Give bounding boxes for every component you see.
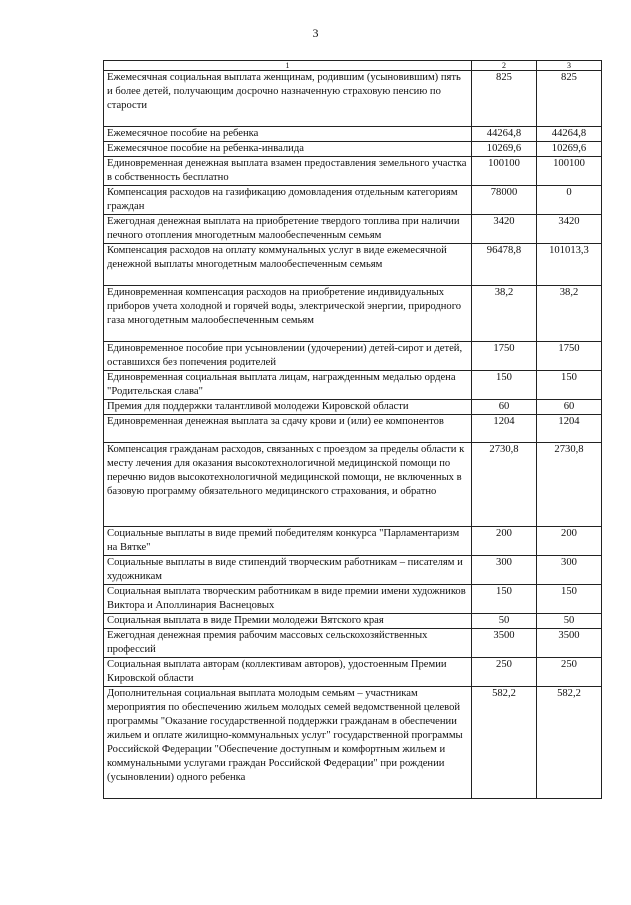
row-name: Компенсация расходов на оплату коммунальных услуг в виде ежемесячной денежной выплаты многодетным малообеспеченным семьям [104, 244, 472, 286]
row-value-col3: 10269,6 [537, 142, 602, 157]
table-row [104, 157, 602, 186]
row-name: Единовременное пособие при усыновлении (удочерении) детей-сирот и детей, оставшихся без попечения родителей [104, 342, 472, 371]
row-value-col2: 250 [472, 658, 537, 687]
table-row [104, 687, 602, 799]
row-name: Ежемесячная социальная выплата женщинам, родившим (усыновившим) пять и более детей, получающим досрочно назначенную страховую пенсию по старости [104, 71, 472, 127]
row-value-col2: 2730,8 [472, 443, 537, 527]
row-value-col2: 1750 [472, 342, 537, 371]
row-value-col3: 3500 [537, 629, 602, 658]
table-row [104, 142, 602, 157]
page-number: 3 [312, 26, 319, 40]
table-row [104, 629, 602, 658]
row-name: Социальная выплата авторам (коллективам авторов), удостоенным Премии Кировской области [104, 658, 472, 687]
row-name: Дополнительная социальная выплата молодым семьям – участникам мероприятия по обеспечению жильем молодых семей ведомственной целевой программы "Оказание государственной поддержки гражданам в обеспечении жильем и оплате жилищно-коммунальных услуг" государственной программы Российской Федерации "Обеспечение доступным и комфортным жильем и коммунальными услугами граждан Российской Федерации" при рождении (усыновлении) одного ребенка [104, 687, 472, 799]
row-value-col3: 2730,8 [537, 443, 602, 527]
row-value-col2: 3420 [472, 215, 537, 244]
budget-table [103, 60, 602, 799]
row-value-col3: 150 [537, 371, 602, 400]
row-value-col3: 101013,3 [537, 244, 602, 286]
row-value-col2: 44264,8 [472, 127, 537, 142]
row-name: Компенсация гражданам расходов, связанных с проездом за пределы области к месту лечения для оказания высокотехнологичной медицинской помощи по перечню видов высокотехнологичной медицинской помощи, не включенных в базовую программу обязательного медицинского страхования, и обратно [104, 443, 472, 527]
row-value-col3: 300 [537, 556, 602, 585]
table-header-row [104, 61, 602, 71]
row-name: Ежегодная денежная выплата на приобретение твердого топлива при наличии печного отопления многодетным малообеспеченным семьям [104, 215, 472, 244]
table-row [104, 371, 602, 400]
row-name: Ежемесячное пособие на ребенка-инвалида [104, 142, 472, 157]
row-value-col3: 825 [537, 71, 602, 127]
table-row [104, 614, 602, 629]
row-value-col2: 150 [472, 585, 537, 614]
table-row [104, 415, 602, 443]
row-value-col2: 3500 [472, 629, 537, 658]
row-name: Социальные выплаты в виде стипендий творческим работникам – писателям и художникам [104, 556, 472, 585]
header-col-3: 3 [537, 61, 602, 71]
row-value-col3: 3420 [537, 215, 602, 244]
table-row [104, 658, 602, 687]
row-name: Единовременная компенсация расходов на приобретение индивидуальных приборов учета холодной и горячей воды, электрической энергии, природного газа многодетным малообеспеченным семьям [104, 286, 472, 342]
table-row [104, 215, 602, 244]
row-name: Единовременная денежная выплата взамен предоставления земельного участка в собственность бесплатно [104, 157, 472, 186]
row-name: Единовременная денежная выплата за сдачу крови и (или) ее компонентов [104, 415, 472, 443]
row-name: Социальная выплата творческим работникам в виде премии имени художников Виктора и Аполлинария Васнецовых [104, 585, 472, 614]
table-row [104, 186, 602, 215]
row-name: Ежемесячное пособие на ребенка [104, 127, 472, 142]
row-name: Социальная выплата в виде Премии молодежи Вятского края [104, 614, 472, 629]
header-col-2: 2 [472, 61, 537, 71]
row-value-col2: 10269,6 [472, 142, 537, 157]
row-value-col3: 100100 [537, 157, 602, 186]
table-row [104, 342, 602, 371]
row-value-col3: 44264,8 [537, 127, 602, 142]
row-value-col2: 60 [472, 400, 537, 415]
table-row [104, 286, 602, 342]
row-value-col2: 50 [472, 614, 537, 629]
table-row [104, 244, 602, 286]
row-value-col3: 150 [537, 585, 602, 614]
row-value-col3: 200 [537, 527, 602, 556]
table-row [104, 443, 602, 527]
row-name: Единовременная социальная выплата лицам, награжденным медалью ордена "Родительская слава" [104, 371, 472, 400]
row-value-col2: 150 [472, 371, 537, 400]
row-value-col2: 100100 [472, 157, 537, 186]
header-col-1: 1 [104, 61, 472, 71]
row-name: Премия для поддержки талантливой молодежи Кировской области [104, 400, 472, 415]
table-row [104, 556, 602, 585]
row-value-col2: 582,2 [472, 687, 537, 799]
row-value-col2: 1204 [472, 415, 537, 443]
row-name: Компенсация расходов на газификацию домовладения отдельным категориям граждан [104, 186, 472, 215]
table-row [104, 127, 602, 142]
row-value-col3: 38,2 [537, 286, 602, 342]
table-row [104, 527, 602, 556]
row-name: Социальные выплаты в виде премий победителям конкурса "Парламентаризм на Вятке" [104, 527, 472, 556]
row-value-col2: 78000 [472, 186, 537, 215]
table-row [104, 71, 602, 127]
row-value-col3: 582,2 [537, 687, 602, 799]
row-value-col3: 0 [537, 186, 602, 215]
row-value-col3: 60 [537, 400, 602, 415]
row-value-col2: 300 [472, 556, 537, 585]
row-value-col3: 50 [537, 614, 602, 629]
row-value-col3: 1750 [537, 342, 602, 371]
row-value-col3: 1204 [537, 415, 602, 443]
row-name: Ежегодная денежная премия рабочим массовых сельскохозяйственных профессий [104, 629, 472, 658]
row-value-col2: 96478,8 [472, 244, 537, 286]
table-row [104, 585, 602, 614]
row-value-col3: 250 [537, 658, 602, 687]
table-row [104, 400, 602, 415]
row-value-col2: 825 [472, 71, 537, 127]
row-value-col2: 200 [472, 527, 537, 556]
row-value-col2: 38,2 [472, 286, 537, 342]
